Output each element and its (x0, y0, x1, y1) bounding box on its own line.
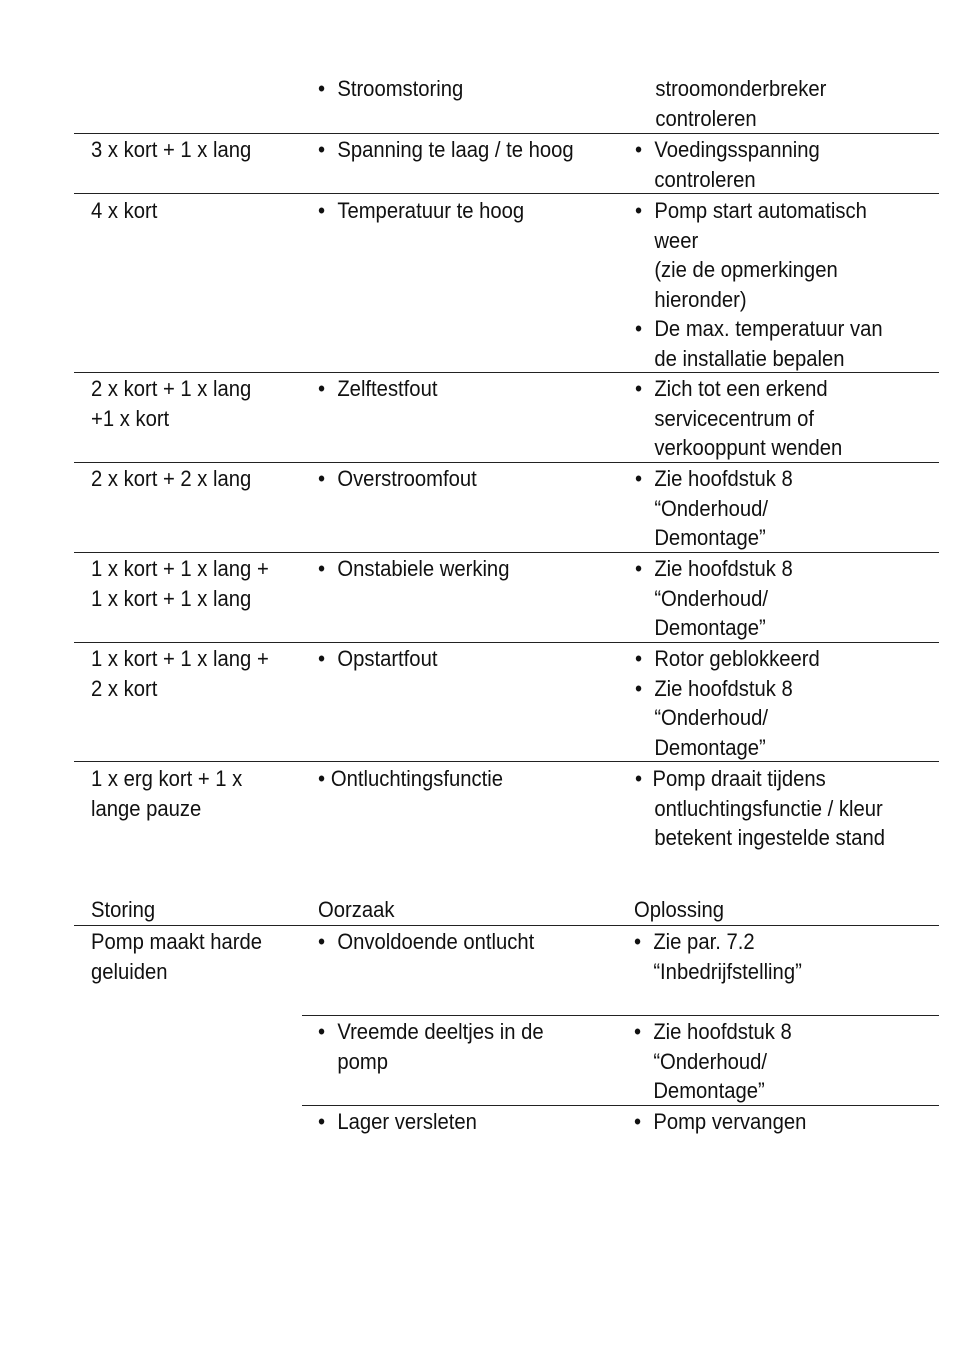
signal-cell: 1 x kort + 1 x lang + 1 x kort + 1 x lang (91, 556, 269, 611)
table-row (74, 642, 939, 760)
solution-cell: • Zie hoofdstuk 8 “Onderhoud/ Demontage” (634, 1019, 792, 1103)
cause-cell: • Opstartfout (318, 644, 437, 674)
bullet-icon: • (635, 675, 643, 701)
bullet-icon: • (635, 316, 643, 341)
cause-cell: • Onvoldoende ontlucht (318, 927, 534, 957)
table-row (74, 552, 939, 640)
bullet-icon: • (318, 76, 326, 101)
bullet-icon: • (318, 198, 326, 223)
cause-cell: • Spanning te laag / te hoog (318, 135, 574, 165)
cause-cell: • Onstabiele werking (318, 554, 509, 584)
solution-cell: • Zich tot een erkend servicecentrum of verkooppunt wenden (635, 376, 843, 460)
bullet-icon: • (318, 1019, 326, 1044)
column-header-storing: Storing (91, 897, 156, 922)
bullet-icon: • (318, 376, 326, 401)
solution-cell: • Zie hoofdstuk 8 “Onderhoud/ Demontage” (635, 556, 793, 640)
bullet-icon: • (635, 556, 643, 581)
bullet-icon: • (318, 766, 326, 791)
bullet-icon: • (635, 198, 643, 223)
table-row (74, 133, 939, 192)
bullet-icon: • (635, 137, 643, 162)
bullet-icon: • (635, 466, 643, 491)
solution-cell: • Rotor geblokkeerd • Zie hoofdstuk 8 “Onderhoud/ Demontage” (635, 646, 820, 760)
solution-cell: • Voedingsspanning controleren (635, 137, 820, 192)
column-header-oorzaak: Oorzaak (318, 897, 395, 922)
cause-cell: • Zelftestfout (318, 374, 437, 404)
solution-cell: • Pomp start automatisch weer (zie de opmerkingen hieronder) • De max. temperatuur van de installatie bepalen (635, 198, 883, 371)
cause-cell: • Lager versleten (318, 1107, 477, 1137)
column-header-oplossing: Oplossing (634, 897, 725, 922)
solution-cell: • Zie par. 7.2 “Inbedrijfstelling” (634, 929, 802, 984)
bullet-icon: • (635, 766, 643, 791)
table-row (302, 1015, 939, 1103)
signal-cell: 4 x kort (91, 198, 158, 223)
table-row (74, 193, 939, 371)
table-row (74, 761, 939, 850)
signal-cell: 2 x kort + 1 x lang +1 x kort (91, 376, 252, 431)
bullet-icon: • (635, 646, 643, 671)
solution-cell: • Zie hoofdstuk 8 “Onderhoud/ Demontage” (635, 466, 793, 550)
bullet-icon: • (634, 1109, 642, 1134)
bullet-icon: • (318, 556, 326, 581)
bullet-icon: • (318, 929, 326, 954)
bullet-icon: • (634, 1019, 642, 1044)
table-row (74, 925, 939, 984)
bullet-icon: • (318, 646, 326, 671)
cause-cell: • Temperatuur te hoog (318, 196, 524, 226)
signal-cell: 3 x kort + 1 x lang (91, 137, 252, 162)
solution-cell: • Pomp vervangen (634, 1107, 806, 1137)
solution-cell: stroomonderbreker controleren (655, 76, 827, 131)
fault-cell: Pomp maakt harde geluiden (91, 929, 263, 984)
table-row (74, 372, 939, 460)
signal-cell: 1 x erg kort + 1 x lange pauze (91, 766, 243, 821)
table-row (74, 462, 939, 550)
signal-cell: 1 x kort + 1 x lang + 2 x kort (91, 646, 269, 701)
bullet-icon: • (318, 1109, 326, 1134)
bullet-icon: • (318, 466, 326, 491)
bullet-icon: • (635, 376, 643, 401)
bullet-icon: • (634, 929, 642, 954)
table-row (302, 1105, 939, 1134)
cause-cell: • Stroomstoring (318, 74, 463, 104)
signal-cell: 2 x kort + 2 x lang (91, 466, 252, 491)
cause-cell: • Ontluchtingsfunctie (318, 764, 503, 794)
bullet-icon: • (318, 137, 326, 162)
cause-cell: • Overstroomfout (318, 464, 477, 494)
cause-cell: • Vreemde deeltjes in de pomp (318, 1019, 544, 1074)
solution-cell: • Pomp draait tijdens ontluchtingsfunctie / kleur betekent ingestelde stand (635, 766, 886, 850)
